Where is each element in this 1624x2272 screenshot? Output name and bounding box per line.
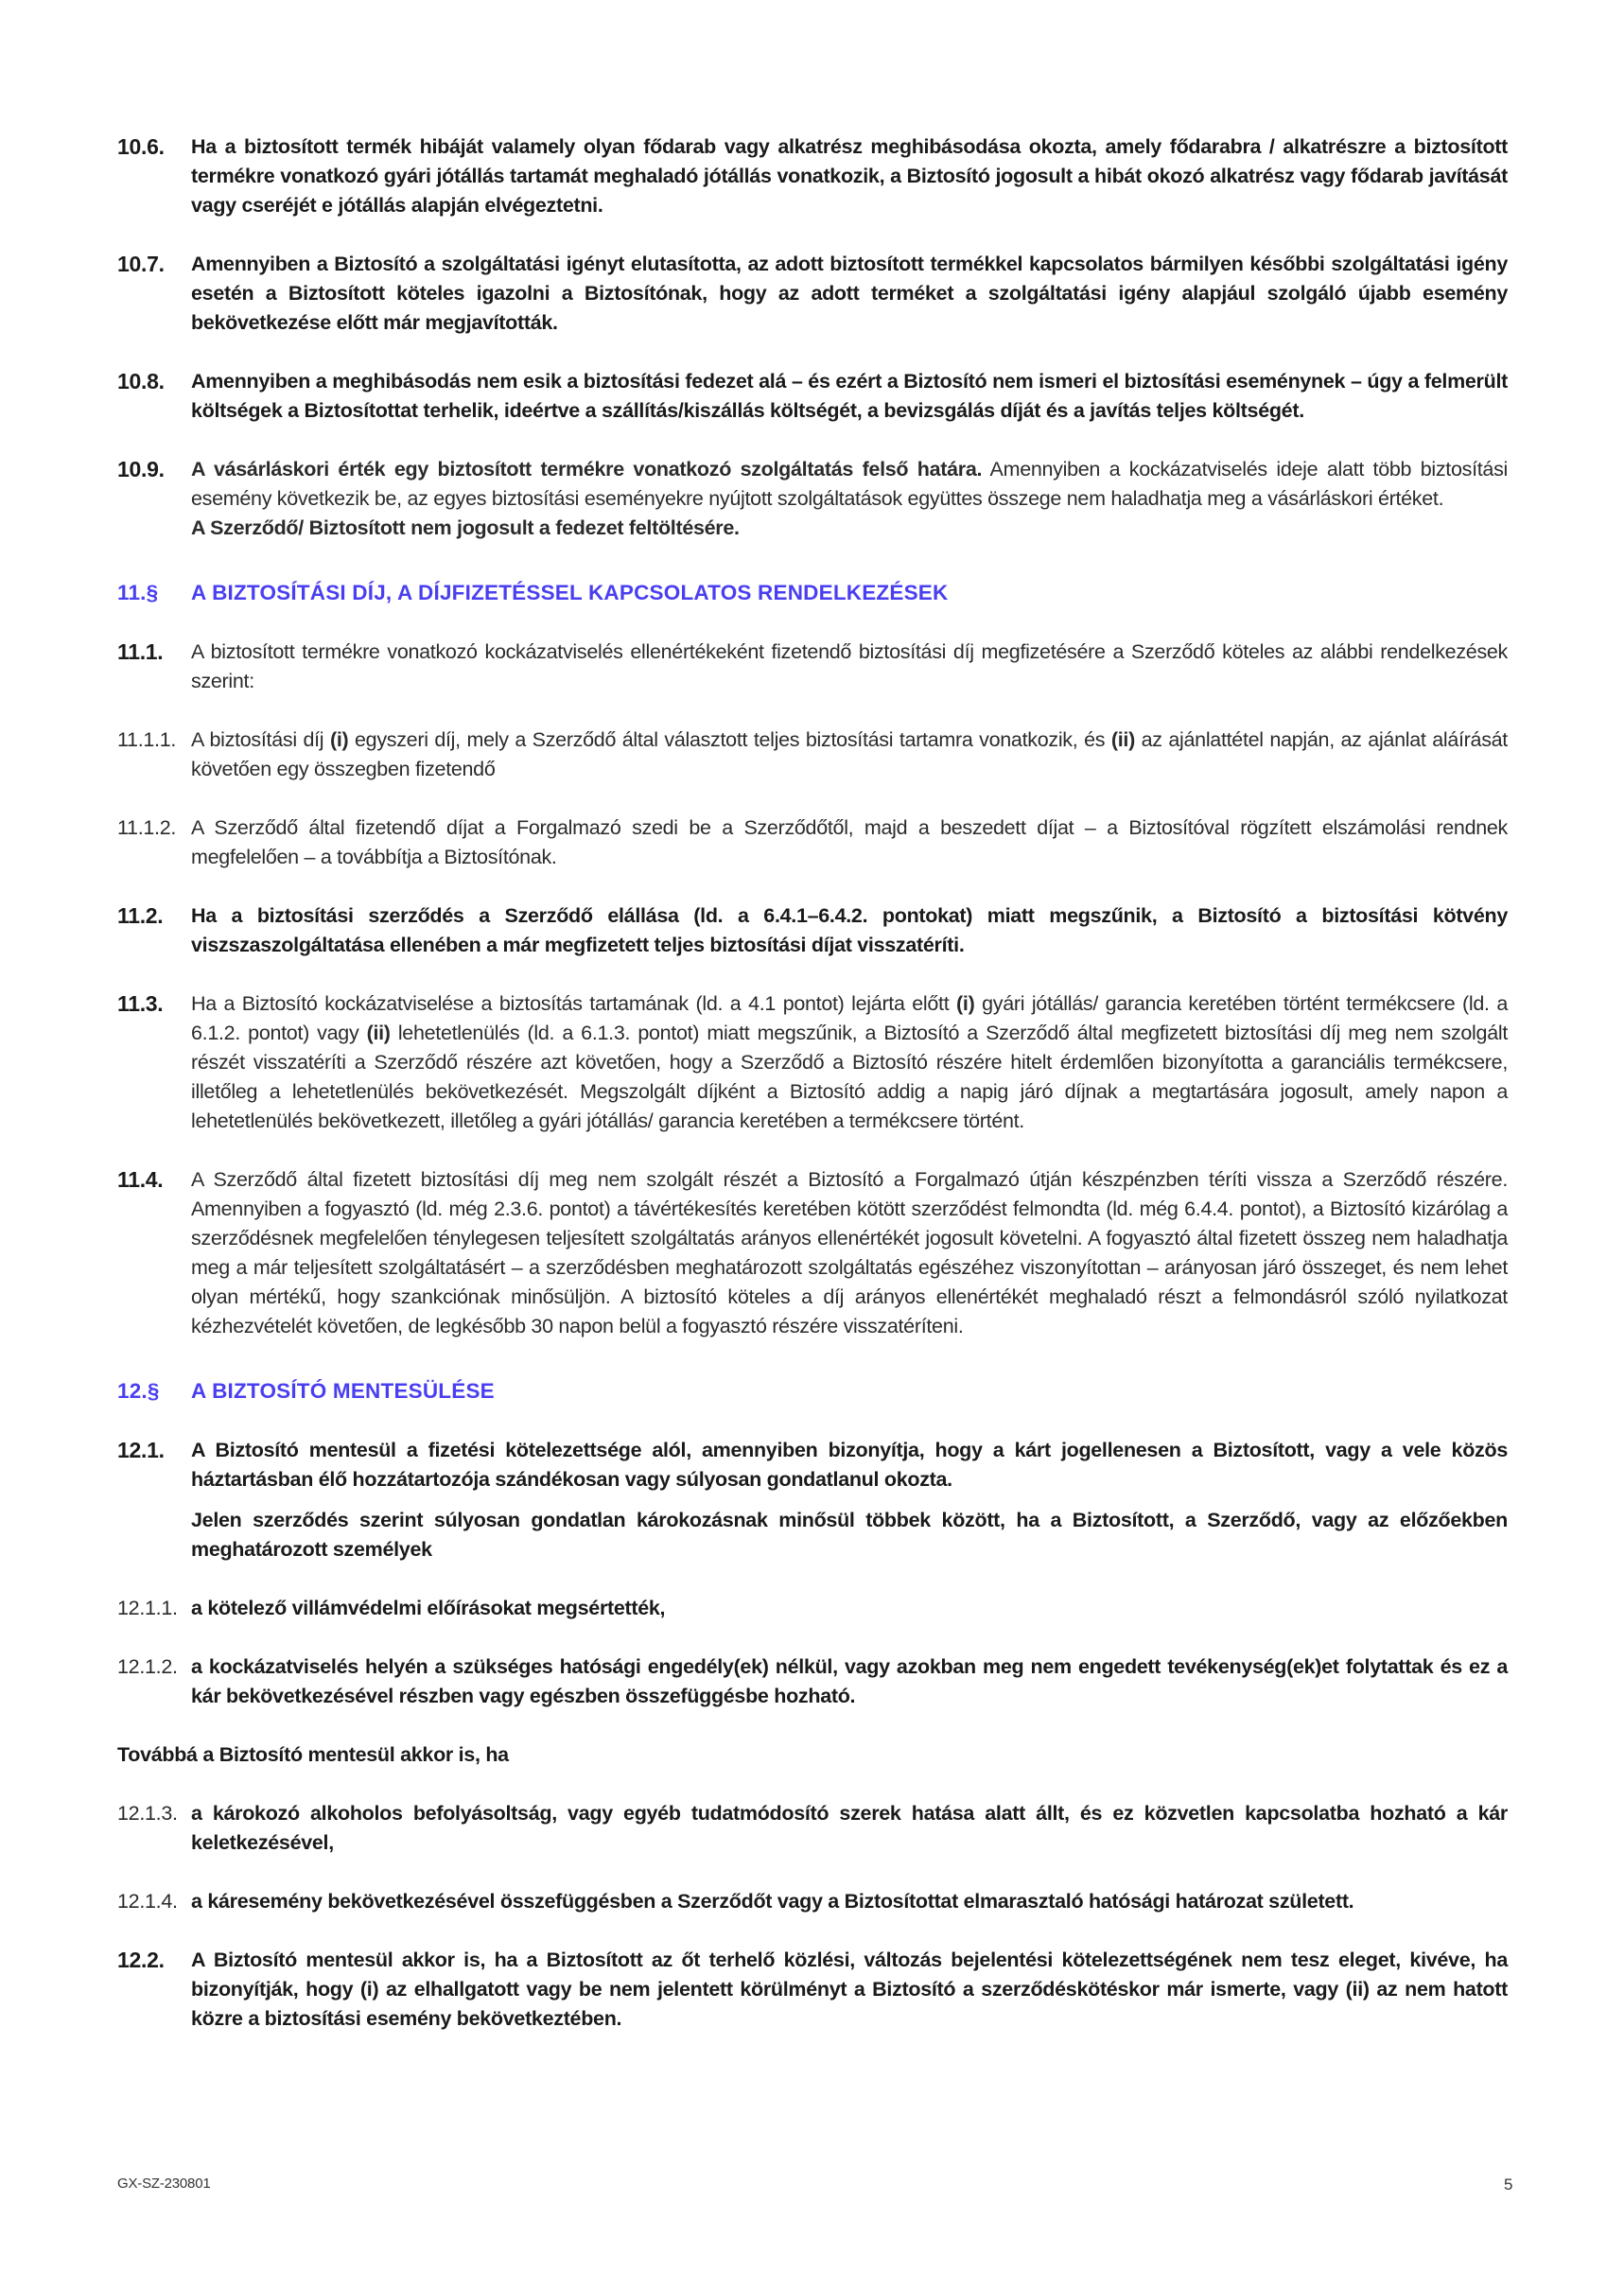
section-number: 12.§	[117, 1379, 160, 1403]
section-title: A BIZTOSÍTÁSI DÍJ, A DÍJFIZETÉSSEL KAPCSOLATOS RENDELKEZÉSEK	[191, 581, 949, 604]
clause-text: Ha a biztosítási szerződés a Szerződő elállása (ld. a 6.4.1–6.4.2. pontokat) miatt megszűnik, a Biztosító a biztosítási kötvény viszszaszolgáltatása ellenében a már megfizetett teljes biztosítási díjat visszatéríti.	[191, 904, 1508, 956]
clause-body: egyszeri díj, mely a Szerződő által választott teljes biztosítási tartamra vonatkozik, és	[348, 728, 1111, 751]
clause-number: 10.7.	[117, 252, 165, 276]
clause-body: Amennyiben a kockázatviselés ideje alatt több biztosítási esemény következik be, az egyes biztosítási eseményekre nyújtott szolgáltatások együttes összege nem haladhatja meg a vásárláskori értéket.	[191, 458, 1508, 510]
clause-text: a kockázatviselés helyén a szükséges hatósági engedély(ek) nélkül, vagy azokban meg nem engedett tevékenység(ek)et folytattak és ez a kár bekövetkezésével részben vagy egészben összefüggésbe hozható.	[191, 1655, 1508, 1707]
clause-12-1-1	[117, 1594, 1508, 1623]
clause-number: 12.1.2.	[117, 1655, 178, 1678]
clause-number: 12.1.3.	[117, 1802, 178, 1825]
clause-number: 11.1.	[117, 639, 164, 664]
clause-bold-lead: A vásárláskori érték egy biztosított termékre vonatkozó szolgáltatás felső határa.	[191, 458, 983, 481]
clause-number: 10.6.	[117, 134, 165, 159]
clause-body: A Biztosító mentesül a fizetési kötelezettsége alól, amennyiben bizonyítja, hogy a kárt jogellenesen a Biztosított, vagy a vele közös háztartásban élő hozzátartozója szándékosan vagy súlyosan gondatlanul okozta.	[191, 1439, 1508, 1491]
clause-number: 11.1.1.	[117, 728, 177, 751]
clause-number: 12.2.	[117, 1948, 165, 1972]
section-heading-11	[117, 581, 1508, 605]
clause-number: 11.4.	[117, 1167, 164, 1192]
section-title: A BIZTOSÍTÓ MENTESÜLÉSE	[191, 1379, 495, 1403]
clause-12-1-3	[117, 1799, 1508, 1858]
enum-marker: (i)	[956, 992, 975, 1015]
clause-12-1	[117, 1436, 1508, 1564]
section-number: 11.§	[117, 581, 159, 604]
clause-text	[191, 455, 1508, 543]
clause-12-1-4	[117, 1887, 1508, 1916]
clause-text	[191, 989, 1508, 1136]
clause-body: Ha a Biztosító kockázatviselése a biztosítás tartamának (ld. a 4.1 pontot) lejárta előtt	[191, 992, 957, 1015]
clause-11-1-1	[117, 725, 1508, 784]
clause-number: 10.8.	[117, 369, 165, 393]
document-code: GX-SZ-230801	[117, 2176, 211, 2192]
enum-marker: (i)	[329, 728, 349, 751]
clause-bold-tail: A Szerződő/ Biztosított nem jogosult a fedezet feltöltésére.	[191, 516, 740, 539]
clause-text: Ha a biztosított termék hibáját valamely olyan fődarab vagy alkatrész meghibásodása okozta, amely fődarabra / alkatrészre a biztosított termékre vonatkozó gyári jótállás tartamát meghaladó jótállás vonatkozik, a Biztosító jogosult a hibát okozó alkatrész vagy fődarab javítását vagy cseréjét e jótállás alapján elvégeztetni.	[191, 135, 1508, 217]
clause-text	[191, 1436, 1508, 1564]
clause-11-1	[117, 638, 1508, 696]
clause-text: Amennyiben a meghibásodás nem esik a biztosítási fedezet alá – és ezért a Biztosító nem ismeri el biztosítási eseménynek – úgy a felmerült költségek a Biztosítottat terhelik, ideértve a szállítás/kiszállás költségét, a bevizsgálás díját és a javítás teljes költségét.	[191, 370, 1508, 422]
enum-marker: (ii)	[1110, 728, 1135, 751]
clause-text: A Szerződő által fizetett biztosítási díj meg nem szolgált részét a Biztosító a Forgalmazó útján készpénzben téríti vissza a Szerződő részére. Amennyiben a fogyasztó (ld. még 2.3.6. pontot) a távértékesítés keretében kötött szerződést felmondta (ld. még 6.4.4. pontot), a Biztosító kizárólag a szerződésnek megfelelően ténylegesen teljesített szolgáltatás arányos ellenértékét jogosult követelni. A fogyasztó által fizetett összeg nem haladhatja meg a már teljesített szolgáltatásért – a szerződésben meghatározott szolgáltatás egészéhez viszonyítottan – arányosan járó összeget, és nem lehet olyan mértékű, hogy szankciónak minősüljön. A biztosító köteles a díj arányos ellenértékét meghaladó részt a felmondásról szóló nyilatkozat kézhezvételét követően, de legkésőbb 30 napon belül a fogyasztó részére visszatéríteni.	[191, 1168, 1508, 1337]
clause-number: 12.1.	[117, 1438, 165, 1462]
clause-number: 12.1.4.	[117, 1890, 178, 1913]
standalone-paragraph: Továbbá a Biztosító mentesül akkor is, ha	[117, 1743, 509, 1766]
clause-10-7	[117, 250, 1508, 338]
clause-12-1-2	[117, 1652, 1508, 1711]
clause-number: 11.2.	[117, 903, 164, 928]
clause-text	[191, 725, 1508, 784]
clause-body: gyári jótállás/ garancia keretében történt termékcsere (ld. a 6.1.2. pontot) vagy	[191, 992, 1508, 1044]
clause-10-8	[117, 367, 1508, 426]
clause-11-4	[117, 1165, 1508, 1341]
clause-subparagraph: Jelen szerződés szerint súlyosan gondatlan károkozásnak minősül többek között, ha a Biztosított, a Szerződő, vagy az előzőekben meghatározott személyek	[191, 1509, 1508, 1561]
clause-12-2	[117, 1946, 1508, 2034]
clause-text: A Biztosító mentesül akkor is, ha a Biztosított az őt terhelő közlési, változás bejelentési kötelezettségének nem tesz eleget, kivéve, ha bizonyítják, hogy (i) az elhallgatott vagy be nem jelentett körülményt a Biztosító a szerződéskötéskor már ismerte, vagy (ii) az nem hatott közre a biztosítási esemény bekövetkeztében.	[191, 1949, 1508, 2030]
clause-body: lehetetlenülés (ld. a 6.1.3. pontot) miatt megszűnik, a Biztosító a Szerződő által megfizetett biztosítási díj meg nem szolgált részét visszatéríti a Szerződő részére azt követően, hogy a Szerződő a Biztosító részére hitelt érdemlően bizonyította a garanciális termékcsere, illetőleg a lehetetlenülés bekövetkezését. Megszolgált díjként a Biztosító addig a napig járó díjnak a megtartására jogosult, amely napon a lehetetlenülés bekövetkezett, illetőleg a gyári jótállás/ garancia keretében a termékcsere történt.	[191, 1022, 1509, 1132]
clause-text: A Szerződő által fizetendő díjat a Forgalmazó szedi be a Szerződőtől, majd a beszedett díjat – a Biztosítóval rögzített elszámolási rendnek megfelelően – a továbbítja a Biztosítónak.	[191, 816, 1508, 868]
clause-number: 10.9.	[117, 457, 165, 481]
clause-text: Amennyiben a Biztosító a szolgáltatási igényt elutasította, az adott biztosított termékkel kapcsolatos bármilyen későbbi szolgáltatási igény esetén a Biztosított köteles igazolni a Biztosítónak, hogy az adott terméket a szolgáltatási igény alapjául szolgáló újabb esemény bekövetkezése előtt már megjavították.	[191, 253, 1508, 334]
clause-body: A biztosítási díj	[191, 728, 330, 751]
clause-text: a kötelező villámvédelmi előírásokat megsértették,	[191, 1597, 666, 1619]
section-heading-12	[117, 1379, 1508, 1404]
clause-number: 11.1.2.	[117, 816, 177, 839]
clause-11-1-2	[117, 813, 1508, 872]
clause-number: 11.3.	[117, 991, 164, 1016]
enum-marker: (ii)	[366, 1022, 391, 1044]
clause-text: a káresemény bekövetkezésével összefüggésben a Szerződőt vagy a Biztosítottat elmarasztaló hatósági határozat született.	[191, 1890, 1354, 1913]
clause-number: 12.1.1.	[117, 1597, 178, 1619]
page-content	[117, 132, 1508, 2063]
clause-10-6	[117, 132, 1508, 220]
clause-11-3	[117, 989, 1508, 1136]
clause-10-9	[117, 455, 1508, 543]
clause-text: a károkozó alkoholos befolyásoltság, vagy egyéb tudatmódosító szerek hatása alatt állt, és ez közvetlen kapcsolatba hozható a kár keletkezésével,	[191, 1802, 1508, 1854]
clause-11-2	[117, 901, 1508, 960]
clause-body: az ajánlattétel napján, az ajánlat aláírását követően egy összegben fizetendő	[191, 728, 1508, 780]
page-number: 5	[1504, 2176, 1513, 2193]
clause-text: A biztosított termékre vonatkozó kockázatviselés ellenértékeként fizetendő biztosítási díj megfizetésére a Szerződő köteles az alábbi rendelkezések szerint:	[191, 640, 1508, 692]
